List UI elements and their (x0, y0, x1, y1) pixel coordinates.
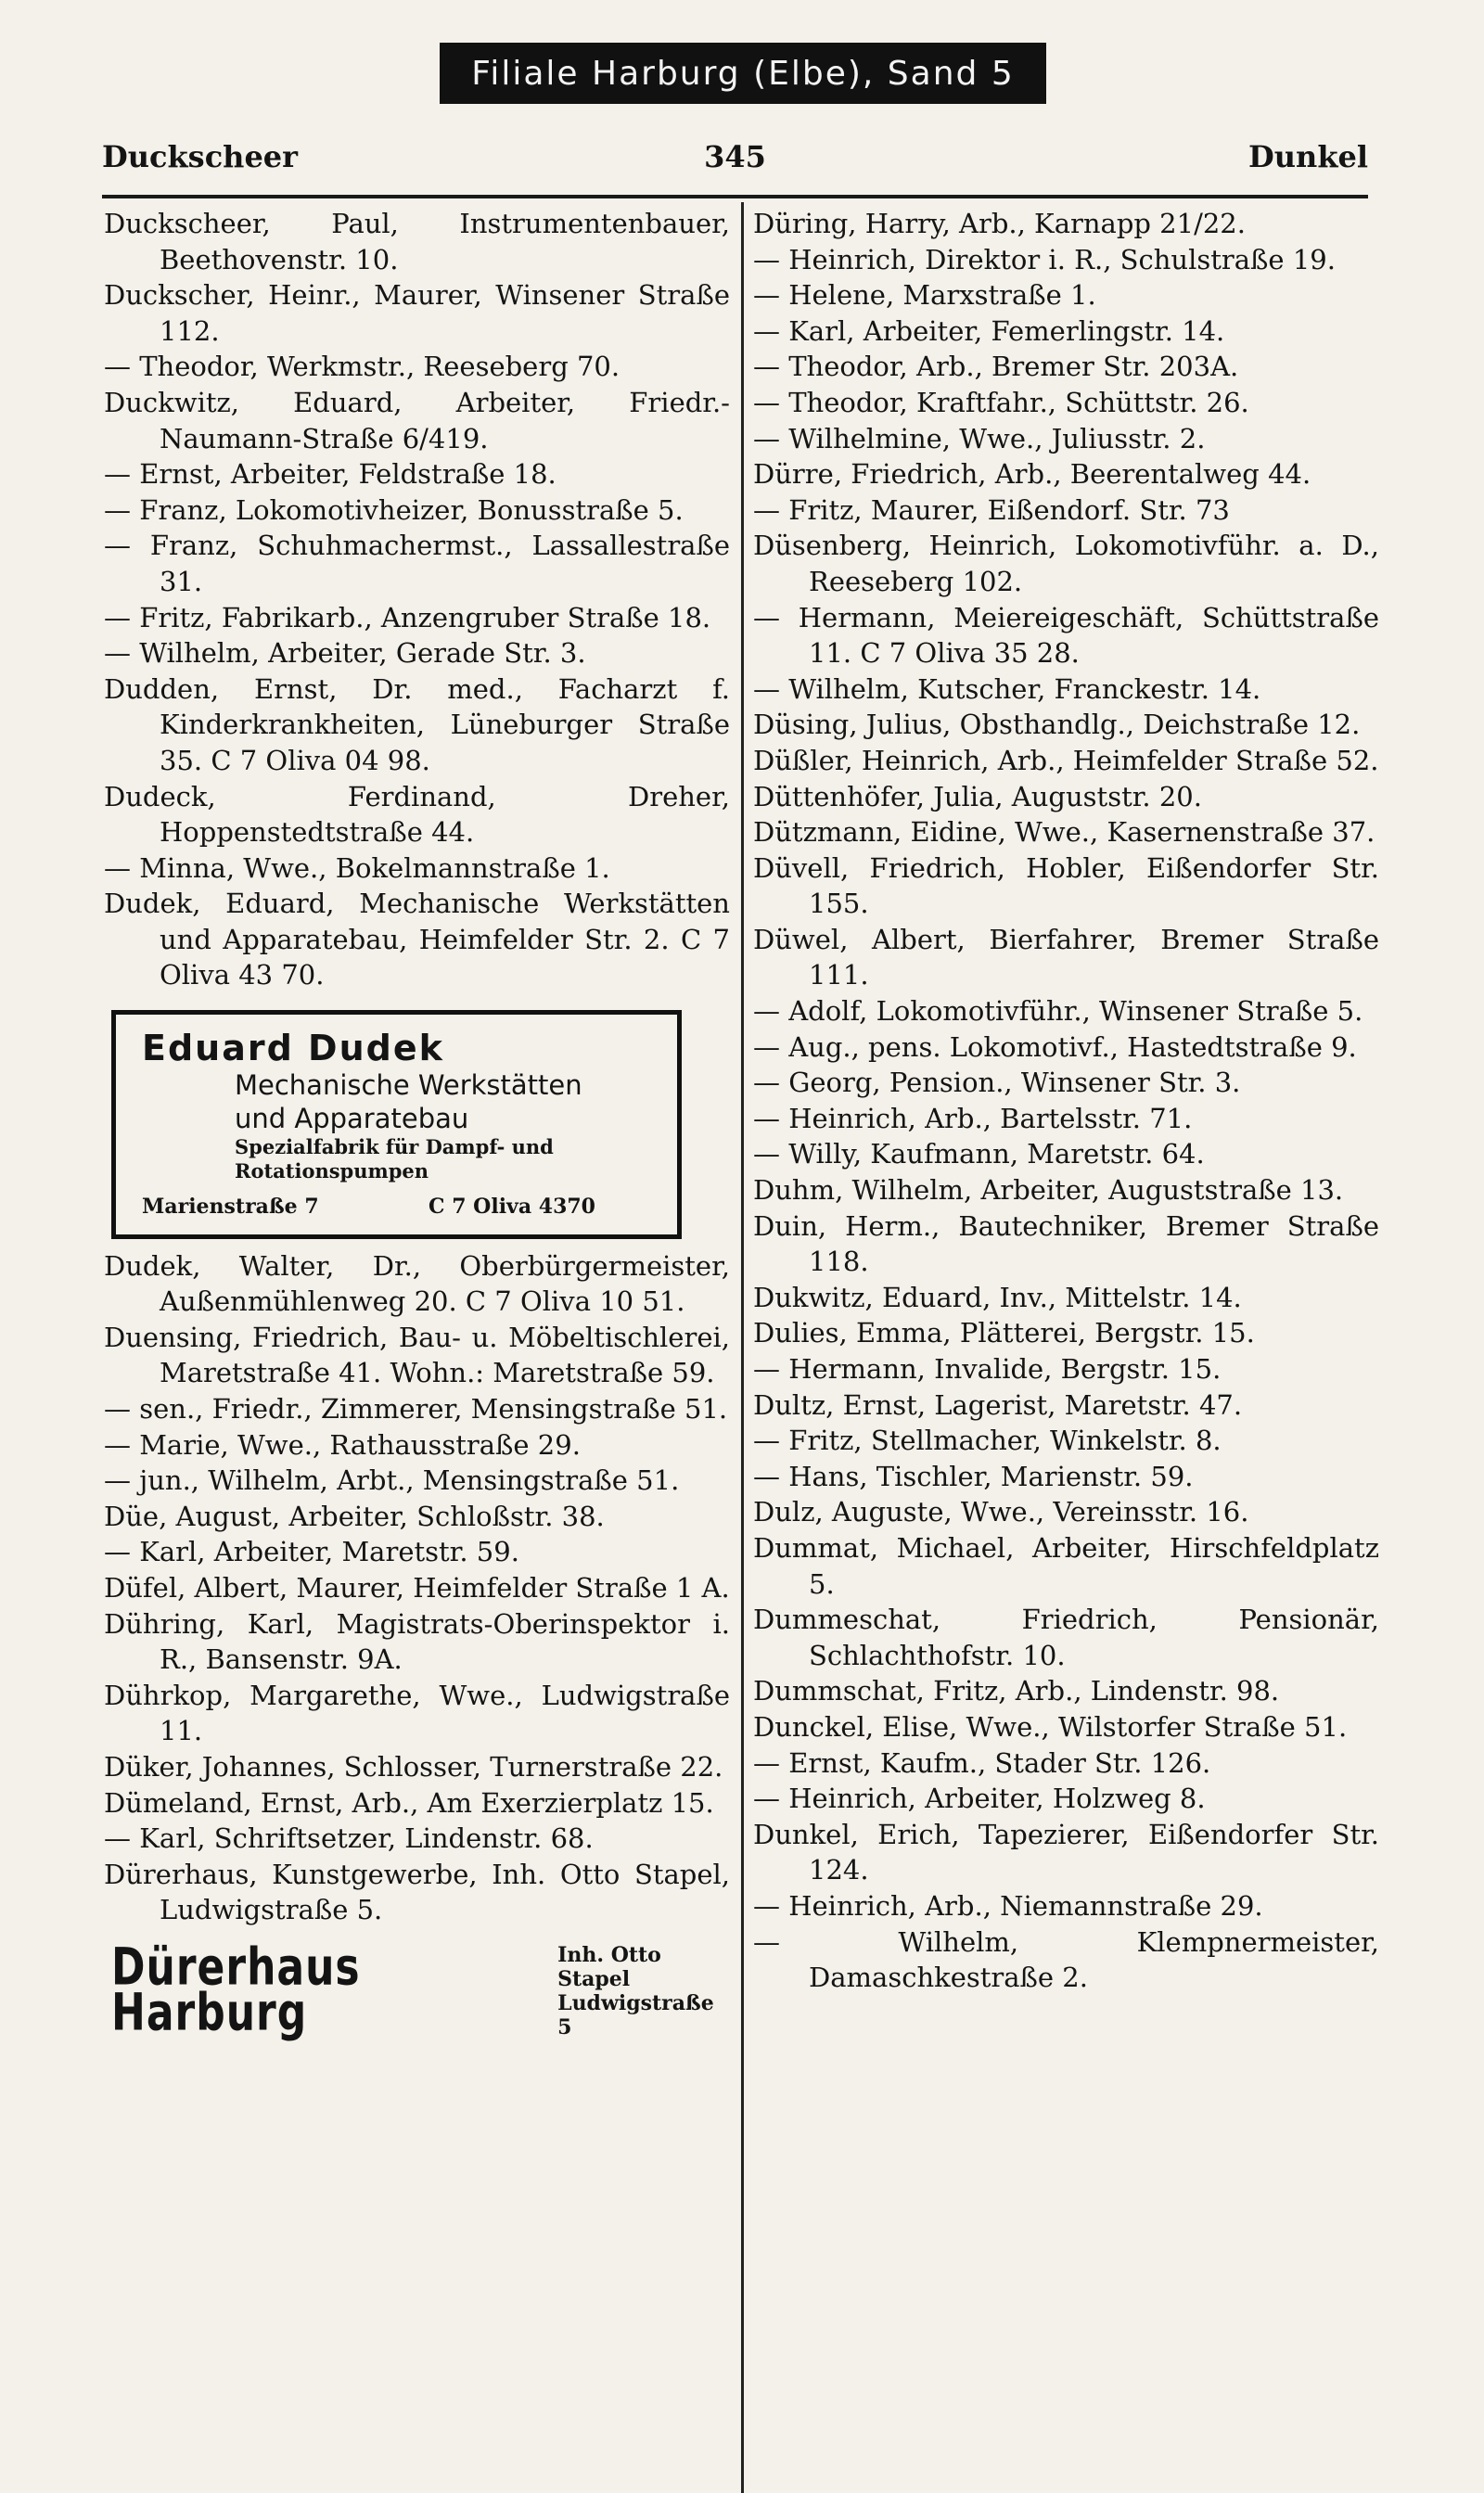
directory-entry: — Fritz, Maurer, Eißendorf. Str. 73 (753, 493, 1230, 526)
left-entries-upper (104, 206, 730, 993)
directory-entry: — Franz, Lokomotivheizer, Bonusstraße 5. (104, 493, 684, 526)
directory-entry: Dührkop, Margarethe, Wwe., Ludwigstraße 11. (104, 1679, 730, 1747)
directory-entry: — Hermann, Invalide, Bergstr. 15. (753, 1353, 1222, 1385)
directory-entry: Dürre, Friedrich, Arb., Beerentalweg 44. (753, 458, 1311, 491)
directory-entry: — Aug., pens. Lokomotivf., Hastedtstraße 9. (753, 1030, 1357, 1063)
directory-entry: Dummat, Michael, Arbeiter, Hirschfeldplatz 5. (753, 1531, 1379, 1600)
directory-entry: — sen., Friedr., Zimmerer, Mensingstraße 51. (104, 1393, 728, 1425)
directory-entry: Düwel, Albert, Bierfahrer, Bremer Straße 111. (753, 923, 1379, 991)
directory-entry: — Wilhelm, Klempnermeister, Damaschkestraße 2. (753, 1925, 1379, 1994)
header-rule (102, 195, 1368, 198)
running-header (102, 139, 1368, 184)
directory-entry: — Heinrich, Arb., Bartelsstr. 71. (753, 1102, 1193, 1134)
directory-entry: — Marie, Wwe., Rathausstraße 29. (104, 1428, 581, 1461)
ad-line-3: Spezialfabrik für Dampf- und (235, 1135, 554, 1159)
directory-entry: Duckscheer, Paul, Instrumentenbauer, Beethovenstr. 10. (104, 208, 730, 275)
directory-entry: Duin, Herm., Bautechniker, Bremer Straße 118. (753, 1209, 1379, 1278)
ad-line-2: und Apparatebau (235, 1103, 469, 1135)
directory-entry: — Theodor, Kraftfahr., Schüttstr. 26. (753, 386, 1249, 418)
directory-entry: — Wilhelmine, Wwe., Juliusstr. 2. (753, 422, 1206, 454)
directory-entry: Dudek, Walter, Dr., Oberbürgermeister, Außenmühlenweg 20. C 7 Oliva 10 51. (104, 1249, 730, 1318)
column-divider (741, 202, 744, 2493)
directory-entry: — Theodor, Arb., Bremer Str. 203A. (753, 351, 1239, 383)
directory-entry: — Karl, Arbeiter, Maretstr. 59. (104, 1536, 519, 1568)
directory-entry: — Ernst, Kaufm., Stader Str. 126. (753, 1746, 1211, 1779)
ad-line-1: Mechanische Werkstätten (235, 1069, 582, 1102)
directory-entry: — Adolf, Lokomotivführ., Winsener Straße 5. (753, 995, 1363, 1028)
directory-entry: Dudeck, Ferdinand, Dreher, Hoppenstedtstraße 44. (104, 780, 730, 849)
directory-entry: — Franz, Schuhmachermst., Lassallestraße 31. (104, 530, 730, 597)
directory-entry: Dulies, Emma, Plätterei, Bergstr. 15. (753, 1317, 1255, 1349)
directory-entry: Dützmann, Eidine, Wwe., Kasernenstraße 37. (753, 816, 1375, 849)
directory-entry: Dummschat, Fritz, Arb., Lindenstr. 98. (753, 1675, 1280, 1707)
directory-entry: Dühring, Karl, Magistrats-Oberinspektor i. R., Bansenstr. 9A. (104, 1607, 730, 1676)
left-entries-lower (104, 1248, 730, 1928)
header-right-guide-word: Dunkel (1248, 139, 1368, 174)
directory-entry: Dummeschat, Friedrich, Pensionär, Schlachthofstr. 10. (753, 1604, 1379, 1671)
directory-entry: Dürerhaus, Kunstgewerbe, Inh. Otto Stapel, Ludwigstraße 5. (104, 1858, 730, 1926)
header-left-guide-word: Duckscheer (102, 139, 299, 174)
directory-entry: Düker, Johannes, Schlosser, Turnerstraße 22. (104, 1750, 723, 1783)
directory-entry: Dudden, Ernst, Dr. med., Facharzt f. Kinderkrankheiten, Lüneburger Straße 35. C 7 Oliva 04 98. (104, 672, 730, 776)
duererhaus-owner: Inh. Otto Stapel (557, 1942, 661, 1991)
directory-entry: — Willy, Kaufmann, Maretstr. 64. (753, 1138, 1205, 1170)
directory-entry: — jun., Wilhelm, Arbt., Mensingstraße 51. (104, 1464, 680, 1497)
directory-entry: — Helene, Marxstraße 1. (753, 279, 1096, 312)
ad-footer (133, 1189, 660, 1225)
page-number: 345 (704, 139, 766, 174)
directory-entry: — Georg, Pension., Winsener Str. 3. (753, 1067, 1241, 1099)
left-column (104, 206, 730, 2042)
directory-entry: — Minna, Wwe., Bokelmannstraße 1. (104, 851, 610, 884)
directory-entry: — Karl, Schriftsetzer, Lindenstr. 68. (104, 1822, 594, 1855)
directory-entry: Duensing, Friedrich, Bau- u. Möbeltischlerei, Maretstraße 41. Wohn.: Maretstraße 59. (104, 1321, 730, 1389)
directory-entry: Düvell, Friedrich, Hobler, Eißendorfer Str. 155. (753, 851, 1379, 920)
directory-entry: Düe, August, Arbeiter, Schloßstr. 38. (104, 1500, 605, 1532)
directory-entry: Dunkel, Erich, Tapezierer, Eißendorfer Str. 124. (753, 1818, 1379, 1886)
directory-entry: — Heinrich, Arb., Niemannstraße 29. (753, 1889, 1263, 1922)
directory-entry: — Wilhelm, Arbeiter, Gerade Str. 3. (104, 637, 586, 670)
directory-entry: — Heinrich, Arbeiter, Holzweg 8. (753, 1783, 1206, 1815)
directory-entry: — Theodor, Werkmstr., Reeseberg 70. (104, 351, 620, 383)
directory-entry: Dulz, Auguste, Wwe., Vereinsstr. 16. (753, 1496, 1249, 1528)
duererhaus-advertisement (111, 1937, 730, 2042)
directory-entry: — Karl, Arbeiter, Femerlingstr. 14. (753, 314, 1225, 347)
ad-line-4: Rotationspumpen (235, 1159, 429, 1183)
directory-entry: — Fritz, Fabrikarb., Anzengruber Straße 18. (104, 601, 711, 633)
dudek-advertisement (111, 1010, 682, 1239)
directory-entry: Duckscher, Heinr., Maurer, Winsener Straße 112. (104, 279, 730, 347)
ad-phone: C 7 Oliva 4370 (429, 1195, 595, 1220)
right-column (753, 206, 1379, 1996)
branch-banner: Filiale Harburg (Elbe), Sand 5 (440, 43, 1046, 104)
directory-entry: Duhm, Wilhelm, Arbeiter, Auguststraße 13. (753, 1174, 1344, 1207)
directory-entry: Düfel, Albert, Maurer, Heimfelder Straße 1 A. (104, 1572, 730, 1604)
duererhaus-brand: Dürerhaus Harburg (111, 1937, 361, 2042)
directory-entry: Düsenberg, Heinrich, Lokomotivführ. a. D., Reeseberg 102. (753, 530, 1379, 597)
directory-entry: — Ernst, Arbeiter, Feldstraße 18. (104, 458, 556, 491)
directory-entry: Dümeland, Ernst, Arb., Am Exerzierplatz 15. (104, 1786, 714, 1819)
ad-address: Marienstraße 7 (142, 1195, 319, 1220)
directory-entry: Dunckel, Elise, Wwe., Wilstorfer Straße 51. (753, 1710, 1348, 1743)
directory-entry: Dukwitz, Eduard, Inv., Mittelstr. 14. (753, 1281, 1242, 1313)
directory-entry: Düring, Harry, Arb., Karnapp 21/22. (753, 208, 1246, 239)
directory-entry: Düßler, Heinrich, Arb., Heimfelder Straße 52. (753, 744, 1379, 776)
directory-entry: — Hans, Tischler, Marienstr. 59. (753, 1460, 1194, 1492)
directory-entry: Düsing, Julius, Obsthandlg., Deichstraße 12. (753, 709, 1361, 741)
directory-entry: — Wilhelm, Kutscher, Franckestr. 14. (753, 672, 1261, 705)
directory-entry: Düttenhöfer, Julia, Auguststr. 20. (753, 780, 1202, 812)
directory-entry: — Heinrich, Direktor i. R., Schulstraße 19. (753, 243, 1336, 275)
directory-entry: — Hermann, Meiereigeschäft, Schüttstraße 11. C 7 Oliva 35 28. (753, 601, 1379, 670)
directory-entry: Dudek, Eduard, Mechanische Werkstätten und Apparatebau, Heimfelder Str. 2. C 7 Oliva 43 70. (104, 888, 730, 991)
directory-entry: Duckwitz, Eduard, Arbeiter, Friedr.-Naumann-Straße 6/419. (104, 386, 730, 454)
ad-company-name: Eduard Dudek (142, 1028, 444, 1069)
directory-entry: Dultz, Ernst, Lagerist, Maretstr. 47. (753, 1388, 1243, 1421)
duererhaus-info (557, 1943, 730, 2039)
directory-entry: — Fritz, Stellmacher, Winkelstr. 8. (753, 1425, 1222, 1457)
duererhaus-address: Ludwigstraße 5 (557, 1990, 714, 2039)
right-entries (753, 206, 1379, 1996)
